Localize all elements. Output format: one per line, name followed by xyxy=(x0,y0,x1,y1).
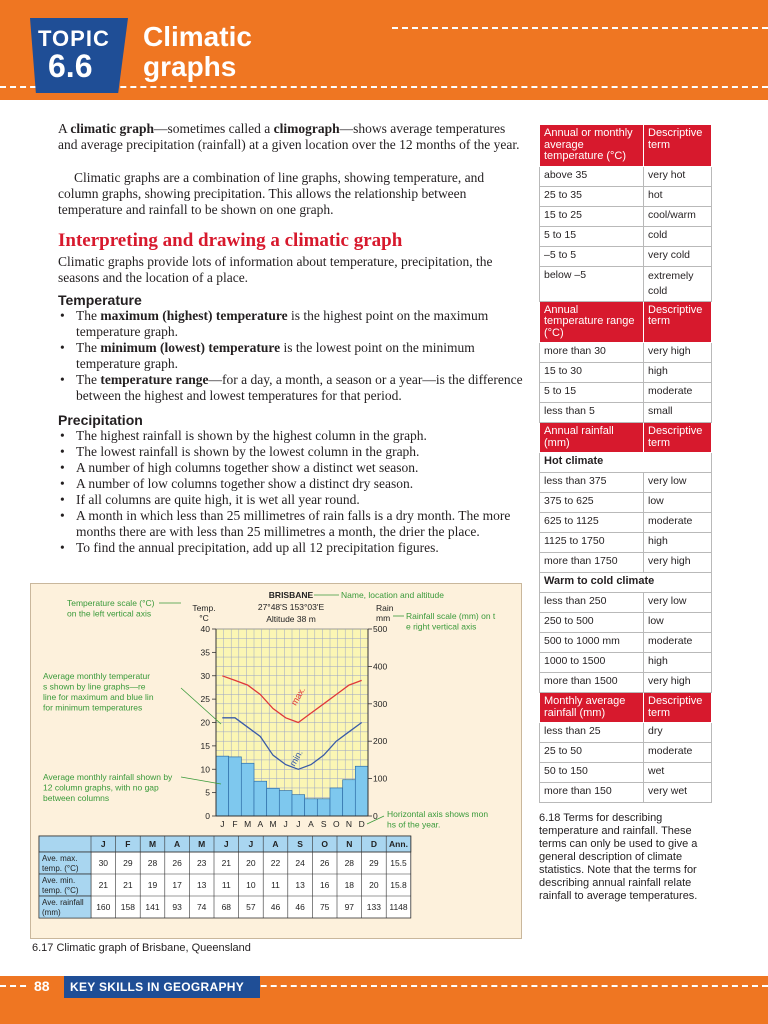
x-axis-tick-label: A xyxy=(308,819,314,829)
data-table-cell: 133 xyxy=(366,902,381,912)
data-table-cell: 74 xyxy=(196,902,207,912)
x-axis-tick-label: J xyxy=(220,819,225,829)
annotation-name-location: Name, location and altitude xyxy=(341,590,445,600)
data-table-cell: 10 xyxy=(246,880,256,890)
data-table-cell: 20 xyxy=(246,858,256,868)
data-table-header-cell: M xyxy=(148,839,157,849)
data-table-cell: 28 xyxy=(147,858,158,868)
series-label-min: min. xyxy=(287,748,305,768)
terms-table xyxy=(539,124,712,803)
left-axis-tick-label: 0 xyxy=(205,811,210,821)
data-table-cell: 93 xyxy=(172,902,182,912)
left-axis-tick-label: 35 xyxy=(200,647,210,658)
annotation-rainfall-columns: between columns xyxy=(43,793,110,803)
list-item: • A number of low columns together show a distinct dry season. xyxy=(58,476,530,492)
left-axis-label: Temp. xyxy=(192,603,216,613)
data-table-cell: 20 xyxy=(369,880,379,890)
left-axis-tick-label: 10 xyxy=(200,764,210,775)
table-row: 500 to 1000 mm moderate xyxy=(540,633,712,653)
table-row: 15 to 30 high xyxy=(540,363,712,383)
left-axis-tick-label: 5 xyxy=(205,787,210,798)
left-axis-tick-label: 30 xyxy=(200,670,210,681)
table-row: 1125 to 1750 high xyxy=(540,533,712,553)
data-table-cell: 1148 xyxy=(389,902,408,912)
data-table-cell: 75 xyxy=(319,902,330,912)
left-axis-tick-label: 15 xyxy=(200,740,210,751)
table-row: above 35 very hot xyxy=(540,166,712,186)
table-row: more than 1750 very high xyxy=(540,553,712,573)
list-item: • The temperature range—for a day, a month, a season or a year—is the difference between the highest and lowest temperatures for that period. xyxy=(58,372,530,404)
data-table-cell: 158 xyxy=(120,902,135,912)
rainfall-bar xyxy=(305,799,318,816)
data-table-cell: 29 xyxy=(123,858,133,868)
list-item: • If all columns are quite high, it is wet all year round. xyxy=(58,492,530,508)
annotation-temperature-scale: on the left vertical axis xyxy=(67,608,152,619)
table-row: less than 250 very low xyxy=(540,593,712,613)
table-row: 25 to 35 hot xyxy=(540,186,712,206)
data-table-cell: 24 xyxy=(295,858,305,868)
data-table-cell: 160 xyxy=(96,902,111,912)
data-table-cell: 23 xyxy=(196,858,207,868)
page-number: 88 xyxy=(34,978,50,994)
terms-header-monthly: Monthly average rainfall (mm) Descriptive term xyxy=(540,693,712,723)
chart-title: BRISBANE xyxy=(268,590,314,600)
terms-header-range: Annual temperature range (°C) Descriptive term xyxy=(540,301,712,343)
table-row: 5 to 15 cold xyxy=(540,226,712,246)
annotation-temperature-lines: for minimum temperatures xyxy=(43,702,143,713)
data-table-cell: 18 xyxy=(344,880,355,890)
annotation-rainfall-scale: e right vertical axis xyxy=(406,621,477,632)
data-table-cell: 97 xyxy=(344,902,355,912)
data-table-cell: 21 xyxy=(98,880,109,890)
data-table-cell: 15.5 xyxy=(390,858,407,868)
left-axis-tick-label: 20 xyxy=(200,717,210,728)
annotation-temperature-lines: line for maximum and blue lin xyxy=(43,692,154,702)
table-row: more than 30 very high xyxy=(540,343,712,363)
table-row: 625 to 1125 moderate xyxy=(540,513,712,533)
x-axis-tick-label: M xyxy=(269,819,277,829)
section-intro: Climatic graphs provide lots of information about temperature, precipitation, the seasons and the location of a place. xyxy=(58,254,493,285)
right-axis-tick-label: 300 xyxy=(373,698,388,709)
annotation-temperature-lines: Average monthly temperatur xyxy=(43,671,151,681)
terms-caption: 6.18 Terms for describing temperature and rainfall. These terms can only be used to give a general description of climate statistics. Note that the terms for describing annual rainfall relate rainfall to average temperatures. xyxy=(539,812,698,902)
right-axis-tick-label: 500 xyxy=(373,624,388,634)
rainfall-bar xyxy=(254,781,267,816)
data-table-header-cell: N xyxy=(346,839,353,849)
data-table-cell: 19 xyxy=(147,880,158,890)
figure-caption: 6.17 Climatic graph of Brisbane, Queensland xyxy=(32,942,251,954)
data-table-cell: 21 xyxy=(221,858,232,868)
list-item: • The lowest rainfall is shown by the lowest column in the graph. xyxy=(58,444,530,460)
left-axis-tick-label: 25 xyxy=(200,694,210,705)
table-row: less than 5 small xyxy=(540,403,712,423)
list-item: • To find the annual precipitation, add up all 12 precipitation figures. xyxy=(58,540,530,556)
section-heading: Interpreting and drawing a climatic graph xyxy=(58,230,403,251)
table-row: 1000 to 1500 high xyxy=(540,653,712,673)
topic-label: TOPIC xyxy=(38,26,110,51)
brisbane-climate-chart xyxy=(31,584,521,938)
data-table-cell: 22 xyxy=(270,858,281,868)
data-table-header-cell: A xyxy=(272,839,279,849)
data-table-cell: 15.8 xyxy=(390,880,407,890)
list-item: • The highest rainfall is shown by the highest column in the graph. xyxy=(58,428,530,444)
data-table-header-cell: Ann. xyxy=(389,839,408,849)
list-item: • A month in which less than 25 millimetres of rain falls is a dry month. The more months there are with less than 25 millimetres a month, the drier the place. xyxy=(58,508,530,540)
rainfall-bar xyxy=(279,791,292,816)
right-axis-tick-label: 400 xyxy=(373,661,388,672)
data-table-cell: 29 xyxy=(369,858,379,868)
precipitation-bullets xyxy=(58,428,530,556)
annotation-temperature-lines: s shown by line graphs—re xyxy=(43,681,146,692)
list-item: • The minimum (lowest) temperature is the lowest point on the minimum temperature graph. xyxy=(58,340,530,372)
data-table-cell: 141 xyxy=(145,902,160,912)
x-axis-tick-label: O xyxy=(333,819,340,829)
zone-warm-cold-climate: Warm to cold climate xyxy=(540,573,712,593)
right-axis-unit: mm xyxy=(376,613,391,623)
data-table-cell: 46 xyxy=(295,902,305,912)
data-table-cell: 68 xyxy=(221,902,232,912)
table-row: 250 to 500 low xyxy=(540,613,712,633)
x-axis-tick-label: S xyxy=(320,819,327,829)
data-table-cell: 30 xyxy=(98,858,109,868)
series-label-max: max. xyxy=(288,685,308,708)
data-table-header-cell: M xyxy=(198,839,206,849)
temperature-heading: Temperature xyxy=(58,292,142,308)
data-table-cell: 13 xyxy=(196,880,207,890)
x-axis-tick-label: J xyxy=(296,819,301,829)
table-row: 375 to 625 low xyxy=(540,493,712,513)
zone-hot-climate: Hot climate xyxy=(540,453,712,473)
right-axis-label: Rain xyxy=(376,603,394,613)
table-row: 15 to 25 cool/warm xyxy=(540,206,712,226)
rainfall-bar xyxy=(241,763,254,816)
topic-number: 6.6 xyxy=(48,48,93,84)
chart-altitude: Altitude 38 m xyxy=(266,614,316,624)
table-row: below –5 extremely cold xyxy=(540,266,712,301)
intro-paragraph-1: A climatic graph—sometimes called a climograph—shows average temperatures and average precipitation (rainfall) at a given location over the 12 months of the year. xyxy=(58,121,520,152)
right-axis-tick-label: 0 xyxy=(373,811,378,821)
rainfall-bar xyxy=(330,788,343,816)
table-row: 50 to 150 wet xyxy=(540,763,712,783)
x-axis-tick-label: F xyxy=(232,819,238,829)
rainfall-bar xyxy=(267,788,280,816)
rainfall-bar xyxy=(355,766,368,816)
rainfall-bar xyxy=(229,757,242,816)
climatic-graph-figure xyxy=(30,583,522,939)
annotation-rainfall-scale: Rainfall scale (mm) on t xyxy=(406,611,496,621)
data-table-cell: 17 xyxy=(172,880,182,890)
annotation-rainfall-columns: 12 column graphs, with no gap xyxy=(43,782,159,793)
table-row: less than 25 dry xyxy=(540,723,712,743)
data-table-header-cell: D xyxy=(370,839,377,849)
rainfall-bar xyxy=(317,799,330,816)
data-table-header-cell: S xyxy=(297,839,303,849)
data-table-header-cell: A xyxy=(174,839,181,849)
intro-paragraph-2: Climatic graphs are a combination of line graphs, showing temperature, and column graphs, showing precipitation. This allows the relationship between temperature and rainfall to be shown on one graph. xyxy=(58,170,485,217)
list-item: • A number of high columns together show a distinct wet season. xyxy=(58,460,530,476)
data-table-cell: 57 xyxy=(246,902,256,912)
annotation-horizontal-axis: hs of the year. xyxy=(387,819,441,830)
terms-header-rainfall: Annual rainfall (mm) Descriptive term xyxy=(540,423,712,453)
table-row: –5 to 5 very cold xyxy=(540,246,712,266)
left-axis-unit: °C xyxy=(199,613,209,623)
rainfall-bar xyxy=(292,795,305,816)
data-table-cell: 13 xyxy=(295,880,305,890)
right-axis-tick-label: 200 xyxy=(373,736,388,747)
data-table-row-label: Ave. min. xyxy=(42,876,76,885)
x-axis-tick-label: D xyxy=(358,819,365,829)
annotation-temperature-scale: Temperature scale (°C) xyxy=(67,598,155,608)
data-table-header-cell: J xyxy=(223,839,229,849)
x-axis-tick-label: N xyxy=(345,819,353,829)
x-axis-tick-label: M xyxy=(244,819,252,829)
precipitation-heading: Precipitation xyxy=(58,412,143,428)
data-table-cell: 16 xyxy=(319,880,330,890)
x-axis-tick-label: A xyxy=(257,819,264,829)
data-table-cell: 11 xyxy=(271,880,280,890)
data-table-header-cell: O xyxy=(321,839,329,849)
term-climatic-graph: climatic graph xyxy=(70,121,155,136)
right-axis-tick-label: 100 xyxy=(373,773,388,784)
annotation-rainfall-columns: Average monthly rainfall shown by xyxy=(43,772,173,782)
term-climograph: climograph xyxy=(273,121,340,136)
temperature-bullets xyxy=(58,308,530,404)
table-row: more than 150 very wet xyxy=(540,783,712,803)
data-table-row-label: temp. (°C) xyxy=(42,886,79,895)
header-dashed-line xyxy=(392,27,768,29)
annotation-horizontal-axis: Horizontal axis shows mon xyxy=(387,809,489,819)
data-table-header-cell: J xyxy=(100,839,106,849)
data-table-cell: 46 xyxy=(270,902,281,912)
table-row: 5 to 15 moderate xyxy=(540,383,712,403)
rainfall-bar xyxy=(343,780,356,816)
data-table-cell: 28 xyxy=(344,858,355,868)
data-table-cell: 26 xyxy=(172,858,182,868)
data-table-row-label: Ave. rainfall xyxy=(42,898,84,907)
data-table-cell: 26 xyxy=(319,858,330,868)
data-table-row-label: (mm) xyxy=(42,908,61,917)
page-title: Climatic graphs xyxy=(143,21,252,82)
x-axis-tick-label: J xyxy=(283,819,288,829)
table-row: 25 to 50 moderate xyxy=(540,743,712,763)
data-table-row-label: Ave. max. xyxy=(42,854,78,863)
book-title: KEY SKILLS IN GEOGRAPHY xyxy=(70,980,245,994)
table-row: less than 375 very low xyxy=(540,473,712,493)
data-table-header-cell: F xyxy=(125,839,131,849)
data-table-cell: 11 xyxy=(221,880,231,890)
annotation-arrow xyxy=(181,777,221,784)
chart-location: 27°48'S 153°03'E xyxy=(257,602,325,612)
table-row: more than 1500 very high xyxy=(540,673,712,693)
list-item: • The maximum (highest) temperature is the highest point on the maximum temperature graph. xyxy=(58,308,530,340)
data-table-header-cell: J xyxy=(248,839,254,849)
rainfall-bar xyxy=(216,756,229,816)
data-table-row-label: temp. (°C) xyxy=(42,864,79,873)
terms-header-temperature: Annual or monthly average temperature (°C) Descriptive term xyxy=(540,125,712,167)
left-axis-tick-label: 40 xyxy=(200,624,210,634)
data-table-cell: 21 xyxy=(123,880,133,890)
